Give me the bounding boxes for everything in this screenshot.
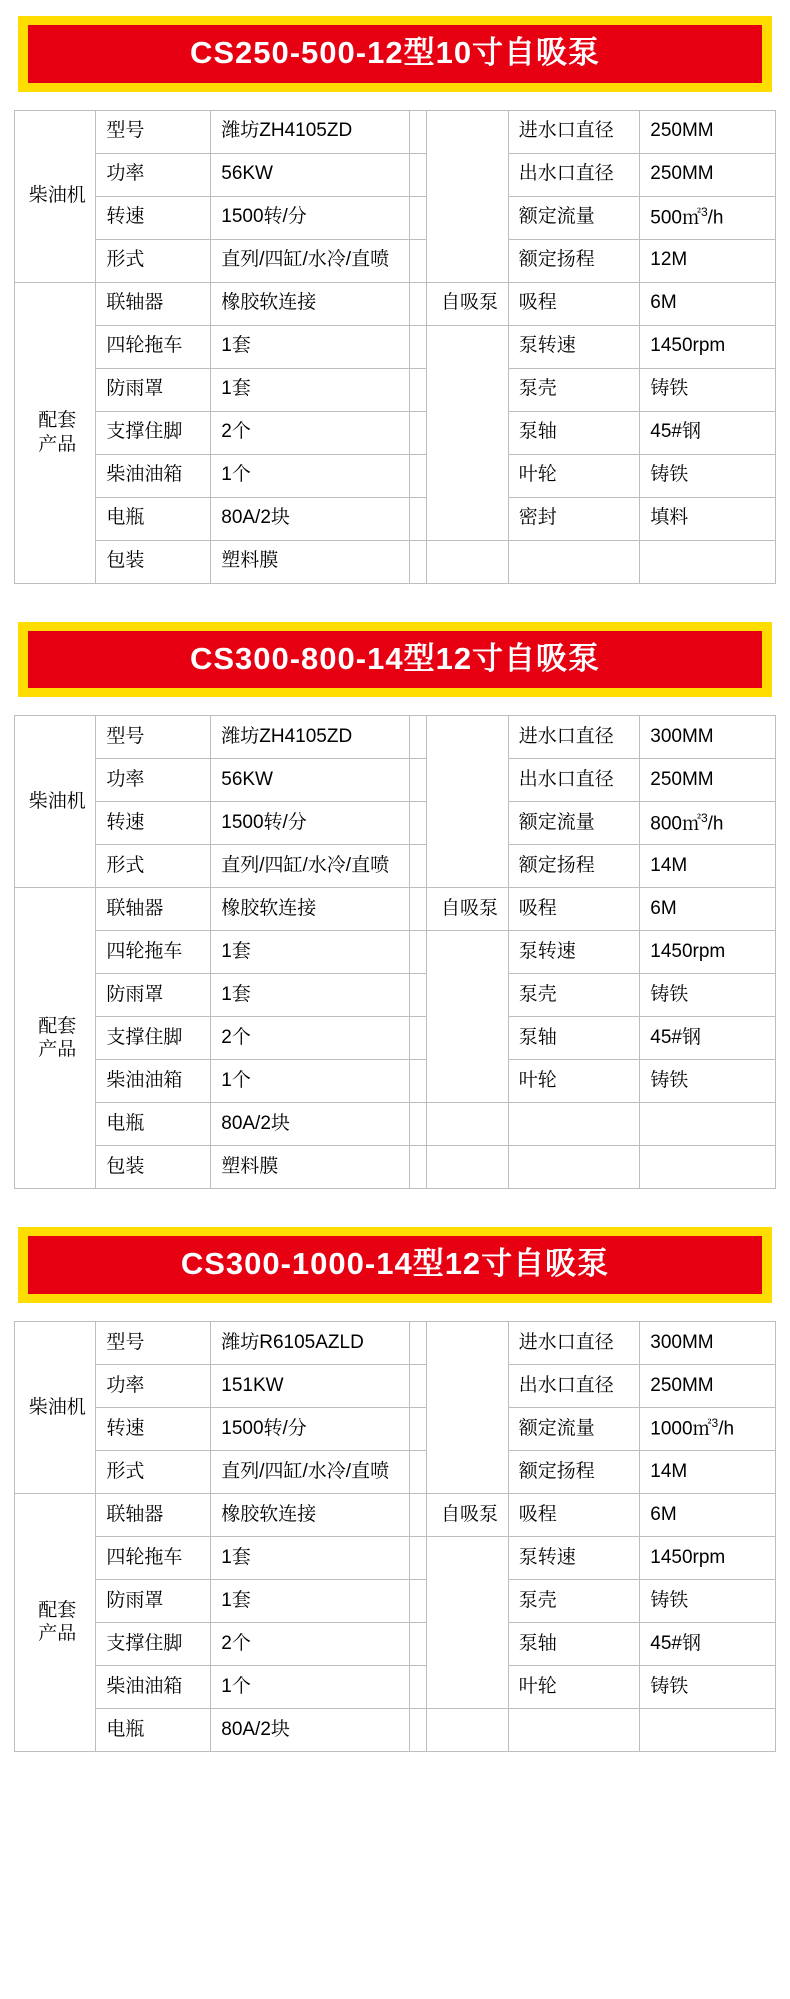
spec-table <box>14 715 776 1189</box>
table-row <box>15 1665 776 1708</box>
spec-value: 1450rpm <box>640 1536 776 1579</box>
banner-outer <box>18 16 772 92</box>
banner-wrapper <box>0 0 790 102</box>
banner-title: CS300-1000-14型12寸自吸泵 <box>180 1246 610 1282</box>
empty-cell <box>640 1103 776 1146</box>
column-spacer <box>409 1622 427 1665</box>
group-label-accessories-text: 产品 <box>38 433 77 455</box>
spec-value: 800㎡$^3$/h <box>640 802 776 845</box>
table-row <box>15 1579 776 1622</box>
column-spacer <box>409 325 427 368</box>
column-spacer <box>409 282 427 325</box>
spec-value: 151KW <box>211 1364 409 1407</box>
column-spacer <box>409 1364 427 1407</box>
table-row <box>15 1060 776 1103</box>
spec-key: 泵轴 <box>508 1622 640 1665</box>
column-spacer <box>409 974 427 1017</box>
table-row <box>15 282 776 325</box>
spec-value: 1套 <box>211 931 409 974</box>
spec-value: 2个 <box>211 1017 409 1060</box>
spec-key: 吸程 <box>508 282 640 325</box>
table-row <box>15 1708 776 1751</box>
column-spacer <box>409 110 427 153</box>
spec-key: 额定流量 <box>508 196 640 239</box>
group-label-accessories-text: 配套 <box>38 409 77 431</box>
spec-value: 1000㎡$^3$/h <box>640 1407 776 1450</box>
spec-value: 6M <box>640 282 776 325</box>
spec-value: 潍坊ZH4105ZD <box>211 716 409 759</box>
spec-key: 形式 <box>96 845 211 888</box>
group-label-accessories-text: 产品 <box>38 1039 77 1061</box>
spec-key: 柴油油箱 <box>96 1060 211 1103</box>
spec-table <box>14 1321 776 1752</box>
column-spacer <box>409 454 427 497</box>
spec-key: 联轴器 <box>96 888 211 931</box>
spec-value: 300MM <box>640 1321 776 1364</box>
group-label-pump: 自吸泵 <box>427 1493 508 1536</box>
spec-key: 额定流量 <box>508 802 640 845</box>
spec-value: 250MM <box>640 110 776 153</box>
spec-value: 1500转/分 <box>211 196 409 239</box>
empty-cell <box>508 540 640 583</box>
spec-key: 形式 <box>96 239 211 282</box>
table-row <box>15 1017 776 1060</box>
product-section <box>0 1211 790 1774</box>
spec-key: 泵转速 <box>508 1536 640 1579</box>
spec-key: 联轴器 <box>96 282 211 325</box>
spec-key: 叶轮 <box>508 1665 640 1708</box>
spec-value: 250MM <box>640 153 776 196</box>
spec-key: 防雨罩 <box>96 974 211 1017</box>
group-label-engine-text: 柴油机 <box>28 1396 86 1418</box>
group-label-accessories-text: 配套 <box>38 1599 77 1621</box>
group-label-engine-text: 柴油机 <box>28 790 86 812</box>
column-spacer <box>409 1017 427 1060</box>
column-spacer <box>409 845 427 888</box>
spec-key: 进水口直径 <box>508 110 640 153</box>
table-row <box>15 153 776 196</box>
group-label-engine <box>15 716 96 888</box>
spec-value: 铸铁 <box>640 1665 776 1708</box>
spec-key: 进水口直径 <box>508 716 640 759</box>
table-row <box>15 888 776 931</box>
empty-cell <box>508 1103 640 1146</box>
group-label-pump-top <box>427 110 508 282</box>
banner-inner <box>28 25 762 83</box>
column-spacer <box>409 1536 427 1579</box>
product-section <box>0 606 790 1212</box>
spec-key: 吸程 <box>508 1493 640 1536</box>
banner-inner <box>28 1236 762 1294</box>
table-row <box>15 411 776 454</box>
spec-table-wrapper <box>0 1313 790 1774</box>
spec-value: 1套 <box>211 368 409 411</box>
spec-value: 250MM <box>640 1364 776 1407</box>
spec-key: 出水口直径 <box>508 153 640 196</box>
spec-value: 塑料膜 <box>211 1146 409 1189</box>
spec-value: 橡胶软连接 <box>211 888 409 931</box>
spec-key: 额定流量 <box>508 1407 640 1450</box>
spec-key: 型号 <box>96 110 211 153</box>
spec-value: 56KW <box>211 153 409 196</box>
spec-value: 1500转/分 <box>211 1407 409 1450</box>
banner-inner <box>28 631 762 689</box>
spec-key: 转速 <box>96 196 211 239</box>
group-label-pump-bottom <box>427 325 508 540</box>
spec-key: 泵壳 <box>508 368 640 411</box>
spec-key: 包装 <box>96 540 211 583</box>
group-label-pump: 自吸泵 <box>427 888 508 931</box>
group-label-accessories-text: 配套 <box>38 1015 77 1037</box>
spec-value: 45#钢 <box>640 1622 776 1665</box>
spec-value: 铸铁 <box>640 974 776 1017</box>
column-spacer <box>409 1665 427 1708</box>
column-spacer <box>409 1146 427 1189</box>
spec-key: 型号 <box>96 716 211 759</box>
group-label-accessories <box>15 888 96 1189</box>
table-row <box>15 239 776 282</box>
spec-key: 防雨罩 <box>96 1579 211 1622</box>
empty-cell <box>640 1708 776 1751</box>
column-spacer <box>409 1450 427 1493</box>
spec-key: 泵转速 <box>508 325 640 368</box>
spec-key: 泵转速 <box>508 931 640 974</box>
spec-key: 四轮拖车 <box>96 931 211 974</box>
banner-outer <box>18 1227 772 1303</box>
table-row <box>15 110 776 153</box>
table-row <box>15 1103 776 1146</box>
spec-key: 转速 <box>96 802 211 845</box>
spec-value: 56KW <box>211 759 409 802</box>
group-label-accessories <box>15 282 96 583</box>
spec-value: 80A/2块 <box>211 1103 409 1146</box>
spec-key: 防雨罩 <box>96 368 211 411</box>
table-row <box>15 1536 776 1579</box>
spec-key: 型号 <box>96 1321 211 1364</box>
empty-cell <box>427 1146 508 1189</box>
spec-key: 泵壳 <box>508 974 640 1017</box>
table-row <box>15 196 776 239</box>
table-row <box>15 1450 776 1493</box>
spec-table-wrapper <box>0 707 790 1211</box>
spec-value: 6M <box>640 1493 776 1536</box>
column-spacer <box>409 239 427 282</box>
column-spacer <box>409 1493 427 1536</box>
spec-value: 1个 <box>211 1060 409 1103</box>
spec-key: 四轮拖车 <box>96 1536 211 1579</box>
banner-outer <box>18 622 772 698</box>
spec-key: 额定扬程 <box>508 1450 640 1493</box>
column-spacer <box>409 1708 427 1751</box>
table-row <box>15 716 776 759</box>
spec-value: 45#钢 <box>640 411 776 454</box>
column-spacer <box>409 1407 427 1450</box>
group-label-accessories <box>15 1493 96 1751</box>
spec-key: 形式 <box>96 1450 211 1493</box>
spec-key: 泵轴 <box>508 411 640 454</box>
table-row <box>15 540 776 583</box>
empty-cell <box>427 540 508 583</box>
table-row <box>15 1321 776 1364</box>
spec-value: 12M <box>640 239 776 282</box>
empty-cell <box>427 1103 508 1146</box>
column-spacer <box>409 196 427 239</box>
column-spacer <box>409 1060 427 1103</box>
spec-key: 密封 <box>508 497 640 540</box>
spec-key: 功率 <box>96 759 211 802</box>
table-row <box>15 325 776 368</box>
table-row <box>15 368 776 411</box>
spec-value: 直列/四缸/水冷/直喷 <box>211 845 409 888</box>
spec-value: 橡胶软连接 <box>211 1493 409 1536</box>
spec-key: 泵壳 <box>508 1579 640 1622</box>
spec-key: 叶轮 <box>508 1060 640 1103</box>
banner-title: CS300-800-14型12寸自吸泵 <box>189 640 601 676</box>
spec-value: 1500转/分 <box>211 802 409 845</box>
spec-key: 支撑住脚 <box>96 411 211 454</box>
group-label-accessories-text: 产品 <box>38 1623 77 1645</box>
spec-value: 1个 <box>211 1665 409 1708</box>
spec-key: 额定扬程 <box>508 239 640 282</box>
spec-value: 250MM <box>640 759 776 802</box>
spec-value: 1套 <box>211 1579 409 1622</box>
group-label-pump: 自吸泵 <box>427 282 508 325</box>
column-spacer <box>409 1103 427 1146</box>
table-row <box>15 1493 776 1536</box>
spec-value: 1450rpm <box>640 931 776 974</box>
spec-value: 直列/四缸/水冷/直喷 <box>211 1450 409 1493</box>
spec-key: 吸程 <box>508 888 640 931</box>
table-row <box>15 1407 776 1450</box>
spec-key: 出水口直径 <box>508 1364 640 1407</box>
table-row <box>15 759 776 802</box>
spec-value: 潍坊R6105AZLD <box>211 1321 409 1364</box>
spec-key: 联轴器 <box>96 1493 211 1536</box>
table-row <box>15 1364 776 1407</box>
spec-key: 电瓶 <box>96 1103 211 1146</box>
column-spacer <box>409 153 427 196</box>
column-spacer <box>409 716 427 759</box>
column-spacer <box>409 931 427 974</box>
spec-key: 柴油油箱 <box>96 454 211 497</box>
spec-table <box>14 110 776 584</box>
spec-key: 功率 <box>96 1364 211 1407</box>
spec-key: 四轮拖车 <box>96 325 211 368</box>
spec-value: 6M <box>640 888 776 931</box>
table-row <box>15 931 776 974</box>
spec-key: 电瓶 <box>96 497 211 540</box>
spec-key: 支撑住脚 <box>96 1017 211 1060</box>
spec-value: 300MM <box>640 716 776 759</box>
spec-value: 铸铁 <box>640 1579 776 1622</box>
column-spacer <box>409 1321 427 1364</box>
spec-value: 1套 <box>211 974 409 1017</box>
spec-value: 2个 <box>211 1622 409 1665</box>
spec-key: 叶轮 <box>508 454 640 497</box>
banner-title: CS250-500-12型10寸自吸泵 <box>189 35 601 70</box>
spec-value: 14M <box>640 845 776 888</box>
spec-value: 塑料膜 <box>211 540 409 583</box>
group-label-pump-top <box>427 716 508 888</box>
empty-cell <box>640 1146 776 1189</box>
group-label-pump-bottom <box>427 1536 508 1708</box>
table-row <box>15 1622 776 1665</box>
spec-value: 潍坊ZH4105ZD <box>211 110 409 153</box>
spec-value: 1套 <box>211 1536 409 1579</box>
table-row <box>15 1146 776 1189</box>
banner-wrapper <box>0 606 790 708</box>
table-row <box>15 845 776 888</box>
group-label-pump-top <box>427 1321 508 1493</box>
empty-cell <box>508 1708 640 1751</box>
table-row <box>15 974 776 1017</box>
spec-value: 80A/2块 <box>211 497 409 540</box>
spec-key: 支撑住脚 <box>96 1622 211 1665</box>
spec-key: 电瓶 <box>96 1708 211 1751</box>
spec-key: 泵轴 <box>508 1017 640 1060</box>
column-spacer <box>409 759 427 802</box>
spec-key: 额定扬程 <box>508 845 640 888</box>
spec-value: 铸铁 <box>640 368 776 411</box>
spec-value: 1个 <box>211 454 409 497</box>
column-spacer <box>409 888 427 931</box>
empty-cell <box>508 1146 640 1189</box>
spec-value: 铸铁 <box>640 1060 776 1103</box>
spec-value: 橡胶软连接 <box>211 282 409 325</box>
spec-value: 80A/2块 <box>211 1708 409 1751</box>
spec-value: 14M <box>640 1450 776 1493</box>
column-spacer <box>409 368 427 411</box>
spec-value: 45#钢 <box>640 1017 776 1060</box>
group-label-pump-bottom <box>427 931 508 1103</box>
spec-key: 出水口直径 <box>508 759 640 802</box>
spec-value: 填料 <box>640 497 776 540</box>
spec-key: 转速 <box>96 1407 211 1450</box>
column-spacer <box>409 411 427 454</box>
column-spacer <box>409 540 427 583</box>
group-label-engine-text: 柴油机 <box>28 185 86 207</box>
table-row <box>15 497 776 540</box>
empty-cell <box>427 1708 508 1751</box>
group-label-engine <box>15 1321 96 1493</box>
spec-value: 500㎡$^3$/h <box>640 196 776 239</box>
spec-key: 包装 <box>96 1146 211 1189</box>
column-spacer <box>409 1579 427 1622</box>
spec-key: 进水口直径 <box>508 1321 640 1364</box>
empty-cell <box>640 540 776 583</box>
spec-value: 1套 <box>211 325 409 368</box>
column-spacer <box>409 802 427 845</box>
group-label-engine <box>15 110 96 282</box>
spec-value: 直列/四缸/水冷/直喷 <box>211 239 409 282</box>
column-spacer <box>409 497 427 540</box>
table-row <box>15 802 776 845</box>
spec-table-wrapper <box>0 102 790 606</box>
banner-wrapper <box>0 1211 790 1313</box>
product-section <box>0 0 790 606</box>
spec-value: 铸铁 <box>640 454 776 497</box>
spec-value: 1450rpm <box>640 325 776 368</box>
spec-key: 柴油油箱 <box>96 1665 211 1708</box>
table-row <box>15 454 776 497</box>
spec-key: 功率 <box>96 153 211 196</box>
spec-value: 2个 <box>211 411 409 454</box>
